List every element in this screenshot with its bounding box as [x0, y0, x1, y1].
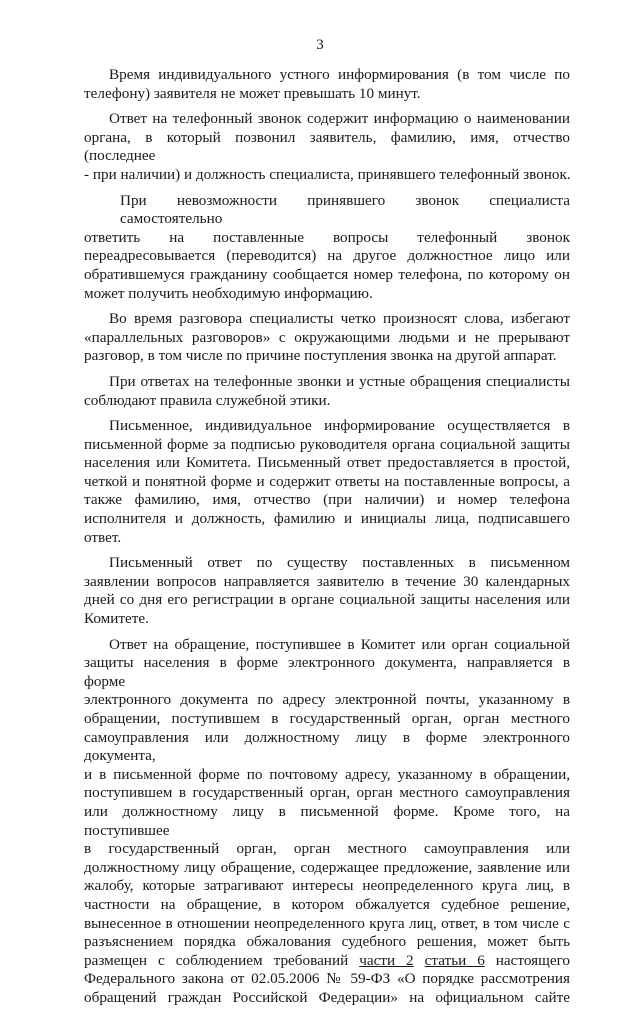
- paragraph-4: [84, 310, 570, 366]
- text-fragment: настоящего: [484, 951, 571, 969]
- law-article-link[interactable]: статьи 6: [424, 951, 485, 969]
- paragraph-8: [84, 636, 570, 1008]
- text-line: вынесенное в отношении неопределенного круга лиц, ответ, в том числе с: [84, 914, 570, 932]
- text-line: обратившемуся гражданину сообщается номер телефона, по которому он: [84, 265, 570, 283]
- text-line: обращении, поступившем в государственный орган, орган местного: [84, 710, 570, 727]
- text-line: дней со дня его регистрации в органе социальной защиты населения или: [84, 591, 570, 609]
- paragraph-5: [84, 373, 570, 410]
- text-line: четкой и понятной форме и содержит ответы на поставленные вопросы, а: [84, 472, 570, 490]
- text-line: поступившем в государственный орган, орган местного самоуправления: [84, 784, 570, 802]
- text-line: защиты населения в форме электронного документа, направляется в форме: [84, 654, 570, 690]
- text-line: или должностному лицу в письменной форме. Кроме того, на поступившее: [84, 802, 570, 839]
- text-line: самоуправления или должностному лицу в форме электронного документа,: [84, 728, 570, 765]
- text-line: разъяснением порядка обжалования судебного решения, может быть: [84, 933, 570, 951]
- text-line: электронного документа по адресу электронной почты, указанному в: [84, 691, 570, 709]
- law-part-link[interactable]: части 2: [359, 951, 414, 969]
- paragraph-1: [84, 66, 570, 103]
- paragraph-3: [84, 192, 570, 304]
- text-line: Ответ на обращение, поступившее в Комитет или орган социальной: [109, 635, 570, 653]
- text-line: соблюдают правила служебной этики.: [84, 391, 331, 409]
- text-line: Ответ на телефонный звонок содержит информацию о наименовании: [109, 110, 570, 128]
- text-line: При ответах на телефонные звонки и устные обращения специалисты: [109, 372, 570, 390]
- text-line: переадресовывается (переводится) на другое должностное лицо или: [84, 247, 570, 265]
- text-line: Во время разговора специалисты четко произносят слова, избегают: [109, 310, 570, 328]
- text-line: разговор, в том числе по причине поступления звонка на другой аппарат.: [84, 347, 557, 365]
- text-line: Федерального закона от 02.05.2006 № 59-ФЗ «О порядке рассмотрения: [84, 970, 570, 988]
- text-line: Комитете.: [84, 610, 149, 628]
- text-line: Письменное, индивидуальное информирование осуществляется в: [109, 417, 570, 435]
- text-fragment: размещен с соблюдением требований: [84, 951, 360, 969]
- text-line: частности на обращение, в котором обжалуется судебное решение,: [84, 895, 570, 913]
- page-number: 3: [316, 37, 324, 53]
- text-line-with-links: [84, 952, 570, 971]
- paragraph-2: [84, 110, 570, 184]
- text-fragment: [414, 952, 425, 969]
- text-line: органа, в который позвонил заявитель, фамилию, имя, отчество (последнее: [84, 128, 570, 165]
- text-line: ответ.: [84, 528, 122, 546]
- text-line: Письменный ответ по существу поставленных в письменном: [109, 554, 570, 572]
- text-line: может получить необходимую информацию.: [84, 284, 373, 302]
- text-line: ответить на поставленные вопросы телефонный звонок: [84, 228, 570, 246]
- text-line: - при наличии) и должность специалиста, принявшего телефонный звонок.: [84, 165, 571, 183]
- text-line: «параллельных разговоров» с окружающими людьми и не прерывают: [84, 328, 570, 346]
- text-line: обращений граждан Российской Федерации» на официальном сайте: [84, 988, 570, 1006]
- text-line: в государственный орган, орган местного самоуправления или: [84, 840, 570, 858]
- document-body: [84, 66, 570, 1015]
- text-line: населения или Комитета. Письменный ответ предоставляется в простой,: [84, 454, 570, 472]
- text-line: должностному лицу обращение, содержащее предложение, заявление или: [84, 858, 570, 876]
- text-line: и в письменной форме по почтовому адресу, указанному в обращении,: [84, 765, 570, 783]
- text-line: жалобу, которые затрагивают интересы неопределенного круга лиц, в: [84, 877, 570, 895]
- paragraph-7: [84, 554, 570, 628]
- text-line: телефону) заявителя не может превышать 10 минут.: [84, 84, 421, 102]
- text-line: письменной форме за подписью руководителя органа социальной защиты: [84, 435, 570, 453]
- text-line: Время индивидуального устного информирования (в том числе по: [109, 66, 570, 83]
- text-line: При невозможности принявшего звонок специалиста самостоятельно: [120, 191, 570, 228]
- text-line: заявлении вопросов направляется заявителю в течение 30 календарных: [84, 572, 570, 590]
- paragraph-6: [84, 417, 570, 547]
- text-line: также фамилию, имя, отчество (при наличии) и номер телефона: [84, 491, 570, 509]
- text-line: исполнителя и должность, фамилию и инициалы лица, подписавшего: [84, 510, 570, 528]
